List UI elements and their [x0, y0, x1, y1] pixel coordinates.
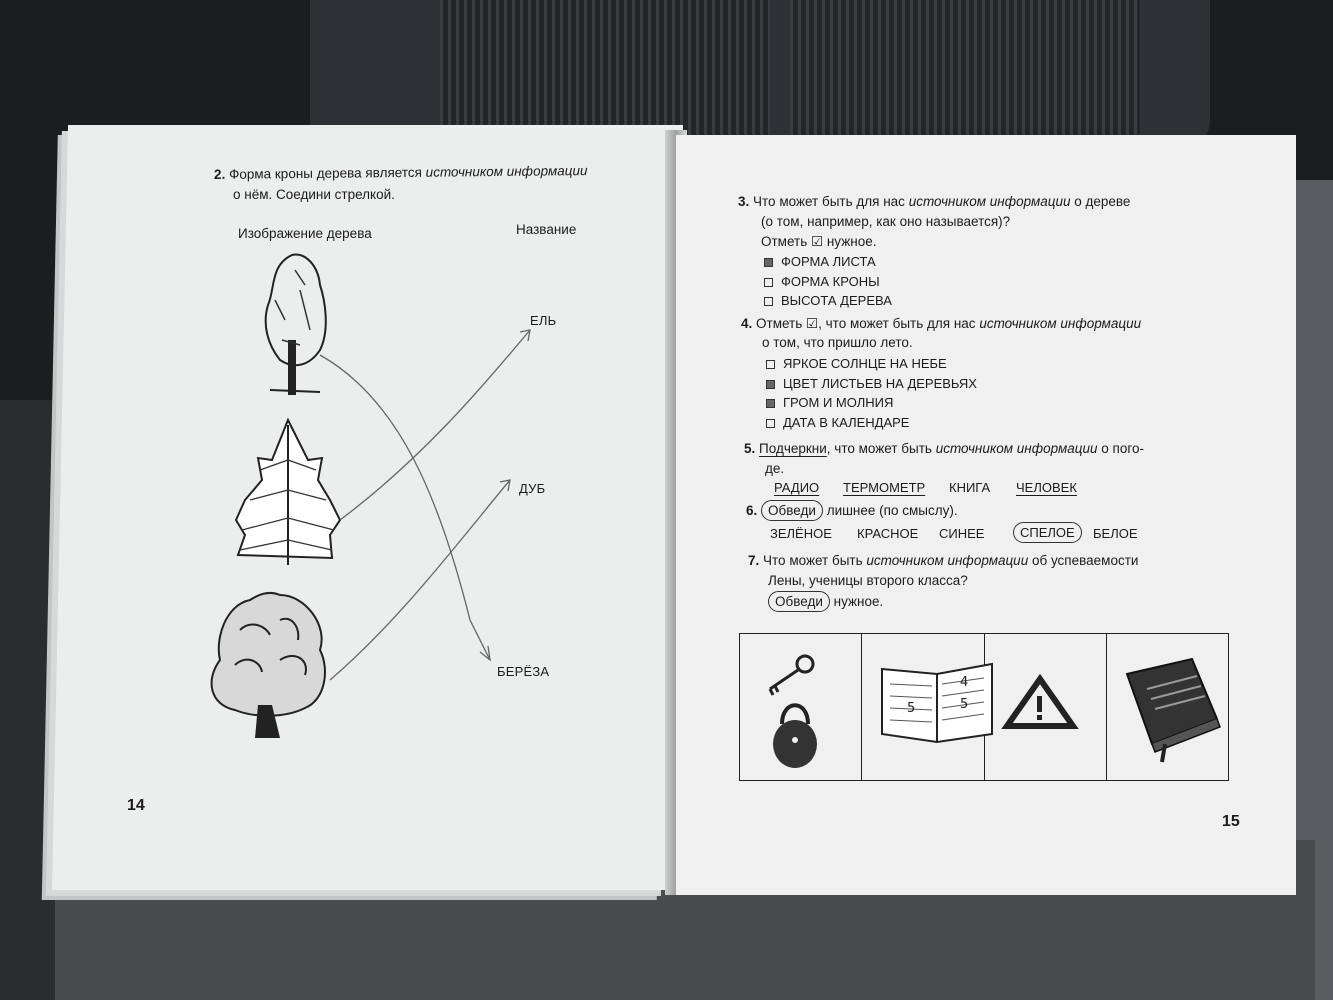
tree-name-spruce: ЕЛЬ [530, 313, 557, 328]
task-4-option-3[interactable] [766, 395, 893, 410]
task-4-number: 4. [741, 316, 753, 331]
task-7-text-b: об успеваемости [1031, 553, 1139, 568]
task-3-option-1-label: ФОРМА ЛИСТА [781, 254, 876, 269]
task-4-option-4-label: ДАТА В КАЛЕНДАРЕ [783, 415, 910, 430]
cell-warning-sign[interactable] [985, 634, 1107, 780]
cell-school-diary[interactable] [862, 634, 984, 780]
task-5-word-book[interactable]: КНИГА [949, 480, 991, 495]
task-6-word-blue[interactable]: СИНЕЕ [939, 526, 985, 541]
checkbox-icon[interactable] [766, 360, 775, 369]
task-7-line-3 [768, 594, 883, 609]
task-7-line-2: Лены, ученицы второго класса? [768, 573, 968, 588]
task-3-option-1[interactable] [764, 254, 876, 269]
task-5-italic: источником информации [935, 441, 1098, 456]
task-3-line-1 [738, 194, 1130, 209]
task-3-option-3[interactable] [764, 293, 892, 308]
task-4-option-1-label: ЯРКОЕ СОЛНЦЕ НА НЕБЕ [783, 356, 947, 371]
column-header-name: Название [516, 222, 577, 237]
checkbox-icon[interactable] [764, 278, 773, 287]
task-3-option-2-label: ФОРМА КРОНЫ [781, 274, 880, 289]
task-5-line-1 [744, 441, 1144, 456]
task-3-text-b: о дереве [1074, 194, 1131, 209]
task-5-text-a: , что может быть [826, 441, 932, 456]
task-5-number: 5. [744, 441, 756, 456]
tree-name-oak: ДУБ [519, 481, 546, 496]
task-2-number: 2. [213, 166, 226, 182]
task-6-word-red[interactable]: КРАСНОЕ [857, 526, 919, 541]
checkbox-icon[interactable] [766, 419, 775, 428]
page-number-right: 15 [1222, 813, 1240, 830]
task-7-italic: источником информации [866, 553, 1029, 568]
task-7-picture-table [739, 633, 1229, 781]
task-2-italic: источником информации [425, 163, 588, 180]
task-4-option-2-label: ЦВЕТ ЛИСТЬЕВ НА ДЕРЕВЬЯХ [783, 376, 977, 391]
task-3-italic: источником информации [908, 194, 1071, 209]
task-7-number: 7. [748, 553, 760, 568]
task-5-verb: Подчеркни [759, 441, 827, 456]
column-header-image: Изображение дерева [238, 226, 372, 241]
task-4-line-1 [741, 316, 1141, 332]
spruce-tree-illustration [236, 420, 340, 565]
task-3-line-2: (о том, например, как оно называется)? [761, 214, 1011, 229]
task-4-option-1[interactable] [766, 356, 947, 371]
task-3-option-2[interactable] [764, 274, 880, 289]
task-7-rest: нужное. [833, 594, 884, 609]
checkbox-checked-icon[interactable] [766, 399, 775, 408]
diary-mark-3: 5 [960, 697, 969, 712]
key-lock-icon [740, 634, 840, 782]
task-7-verb: Обведи [768, 591, 830, 612]
page-number-left: 14 [127, 797, 145, 814]
task-5-text-b: о пого- [1101, 441, 1144, 456]
checkbox-icon[interactable] [764, 297, 773, 306]
task-6-rest: лишнее (по смыслу). [826, 503, 958, 518]
cell-key-lock[interactable] [740, 634, 862, 780]
task-6-word-white[interactable]: БЕЛОЕ [1093, 526, 1138, 541]
task-4-line-2: о том, что пришло лето. [762, 335, 913, 350]
warning-sign-icon [985, 634, 1095, 782]
task-6-number: 6. [746, 503, 758, 518]
task-2-line-2: о нём. Соедини стрелкой. [233, 187, 395, 202]
task-5-word-radio[interactable]: РАДИО [774, 480, 820, 495]
task-3-number: 3. [738, 194, 750, 209]
checkbox-checked-icon[interactable] [766, 380, 775, 389]
task-3-line-3: Отметь ☑ нужное. [761, 234, 877, 249]
diary-mark-1: 5 [907, 701, 916, 716]
task-7-line-1 [748, 553, 1138, 568]
task-6-word-ripe[interactable]: СПЕЛОЕ [1013, 522, 1082, 543]
task-2-text: Форма кроны дерева является [228, 164, 422, 182]
task-5-word-thermometer[interactable]: ТЕРМОМЕТР [843, 480, 926, 495]
task-4-option-3-label: ГРОМ И МОЛНИЯ [783, 395, 894, 410]
cell-book[interactable] [1107, 634, 1228, 780]
checkbox-checked-icon[interactable] [764, 258, 773, 267]
task-5-word-person[interactable]: ЧЕЛОВЕК [1016, 480, 1077, 495]
oak-tree-illustration [212, 593, 325, 738]
book-icon [1107, 634, 1232, 782]
task-4-italic: источником информации [979, 316, 1142, 331]
task-6-verb: Обведи [761, 500, 823, 521]
task-5-line-2: де. [765, 461, 785, 476]
task-6-line-1 [746, 503, 958, 518]
task-3-option-3-label: ВЫСОТА ДЕРЕВА [781, 293, 892, 308]
task-6-word-green[interactable]: ЗЕЛЁНОЕ [770, 526, 832, 541]
birch-tree-illustration [266, 255, 326, 395]
task-4-text-a: Отметь ☑, что может быть для нас [756, 316, 976, 331]
task-4-option-2[interactable] [766, 376, 977, 391]
task-3-text-a: Что может быть для нас [753, 194, 905, 209]
tree-name-birch: БЕРЁЗА [497, 664, 550, 679]
task-4-option-4[interactable] [766, 415, 909, 430]
diary-mark-2: 4 [960, 675, 969, 690]
task-7-text-a: Что может быть [763, 553, 863, 568]
